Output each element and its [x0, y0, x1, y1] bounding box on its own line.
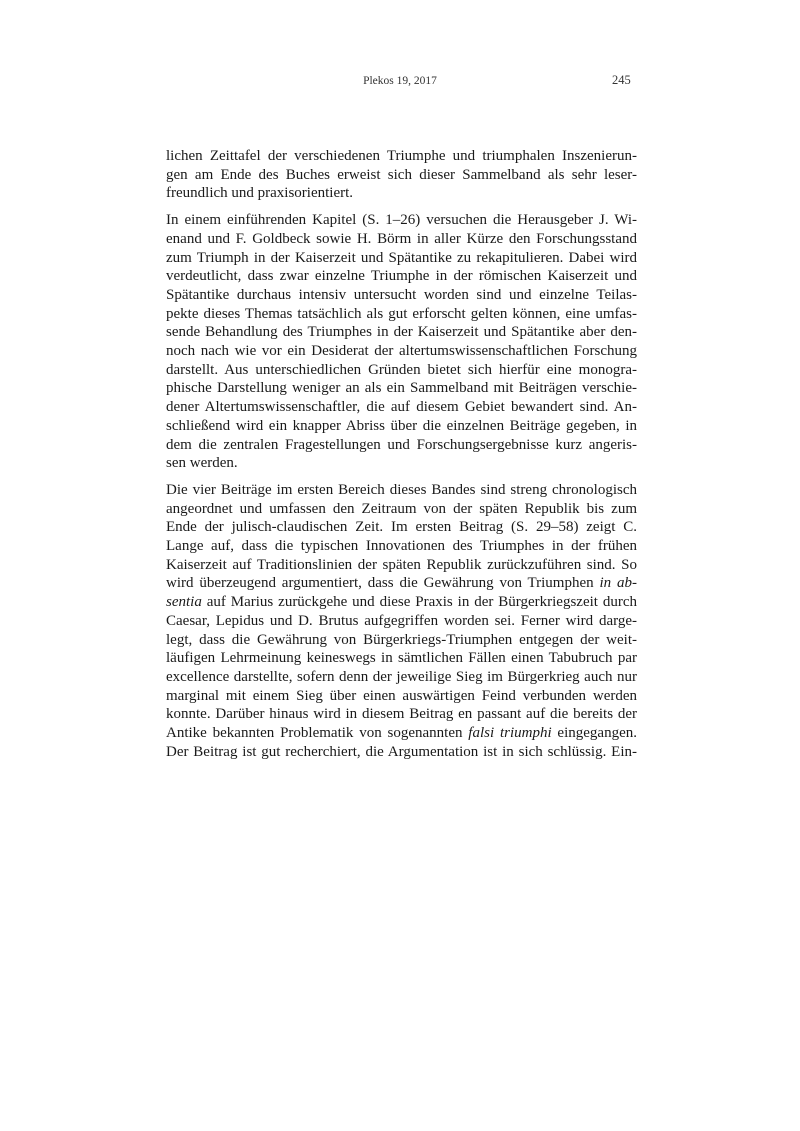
- paragraph-gap: [166, 473, 637, 481]
- text-line: Caesar, Lepidus und D. Brutus aufgegriffen worden sei. Ferner wird darge-: [166, 612, 637, 629]
- text-line: angeordnet und umfassen den Zeitraum von der späten Republik bis zum: [166, 500, 637, 517]
- text-line: darstellt. Aus unterschiedlichen Gründen bietet sich hierfür eine monogra-: [166, 361, 637, 378]
- text-line: Kaiserzeit auf Traditionslinien der späten Republik zurückzuführen sind. So: [166, 556, 637, 573]
- text-line: zum Triumph in der Kaiserzeit und Spätantike zu rekapitulieren. Dabei wird: [166, 249, 637, 266]
- text-line: sen werden.: [166, 455, 238, 472]
- text-line: [166, 724, 637, 743]
- text-line: [166, 574, 637, 593]
- journal-title: Plekos 19, 2017: [363, 75, 437, 87]
- text-line: Spätantike durchaus intensiv untersucht worden sind und einzelne Teilas-: [166, 286, 637, 303]
- paragraph: [166, 211, 637, 473]
- text-line: Lange auf, dass die typischen Innovationen des Triumphes in der frühen: [166, 538, 637, 555]
- text-line: noch nach wie vor ein Desiderat der altertumswissenschaftlichen Forschung: [166, 343, 637, 360]
- paragraph: [166, 481, 637, 762]
- text-line: schließend wird ein knapper Abriss über die einzelnen Beiträge gegeben, in: [166, 417, 637, 434]
- text-line: In einem einführenden Kapitel (S. 1–26) versuchen die Herausgeber J. Wi-: [166, 212, 637, 229]
- text-line: freundlich und praxisorientiert.: [166, 185, 354, 202]
- text-line: pekte dieses Themas tatsächlich als gut erforscht gelten können, eine umfas-: [166, 305, 637, 322]
- text-line: [166, 593, 637, 612]
- text-line: läufigen Lehrmeinung keineswegs in sämtlichen Fällen einen Tabubruch par: [166, 650, 637, 667]
- text-line: Ende der julisch-claudischen Zeit. Im ersten Beitrag (S. 29–58) zeigt C.: [166, 519, 637, 536]
- text-line: legt, dass die Gewährung von Bürgerkriegs-Triumphen entgegen der weit-: [166, 631, 637, 648]
- text-line: gen am Ende des Buches erweist sich dieser Sammelband als sehr leser-: [166, 166, 637, 183]
- page-number: 245: [612, 73, 631, 87]
- text-line: enand und F. Goldbeck sowie H. Börm in aller Kürze den Forschungsstand: [166, 230, 637, 247]
- text-line: sende Behandlung des Triumphes in der Kaiserzeit und Spätantike aber den-: [166, 324, 637, 341]
- body-text: [166, 147, 637, 762]
- text-segment: eingegangen.: [551, 725, 637, 742]
- text-segment: Antike bekannten Problematik von sogenannten: [166, 725, 469, 742]
- text-line: Der Beitrag ist gut recherchiert, die Argumentation ist in sich schlüssig. Ein-: [166, 743, 637, 760]
- text-line: konnte. Darüber hinaus wird in diesem Beitrag en passant auf die bereits der: [166, 706, 637, 723]
- text-segment: wird überzeugend argumentiert, dass die Gewährung von Triumphen: [166, 575, 600, 592]
- text-line: marginal mit einem Sieg über einen auswärtigen Feind verbunden werden: [166, 687, 637, 704]
- italic-term: sentia: [166, 594, 202, 611]
- text-line: dener Altertumswissenschaftler, die auf diesem Gebiet bewandert sind. An-: [166, 399, 637, 416]
- text-line: dem die zentralen Fragestellungen und Forschungsergebnisse kurz angeris-: [166, 436, 637, 453]
- text-line: lichen Zeittafel der verschiedenen Triumphe und triumphalen Inszenierun-: [166, 148, 637, 164]
- italic-term: falsi triumphi: [468, 725, 552, 742]
- text-line: Die vier Beiträge im ersten Bereich dieses Bandes sind streng chronologisch: [166, 481, 637, 498]
- text-line: excellence darstellte, sofern denn der jeweilige Sieg im Bürgerkrieg auch nur: [166, 668, 637, 685]
- text-line: phische Darstellung weniger an als ein Sammelband mit Beiträgen verschie-: [166, 380, 637, 397]
- text-segment: auf Marius zurückgehe und diese Praxis in der Bürgerkriegszeit durch: [201, 594, 637, 611]
- paragraph: [166, 147, 637, 203]
- italic-term: in ab-: [599, 575, 637, 592]
- paragraph-gap: [166, 203, 637, 211]
- text-line: verdeutlicht, dass zwar einzelne Triumphe in der römischen Kaiserzeit und: [166, 268, 637, 285]
